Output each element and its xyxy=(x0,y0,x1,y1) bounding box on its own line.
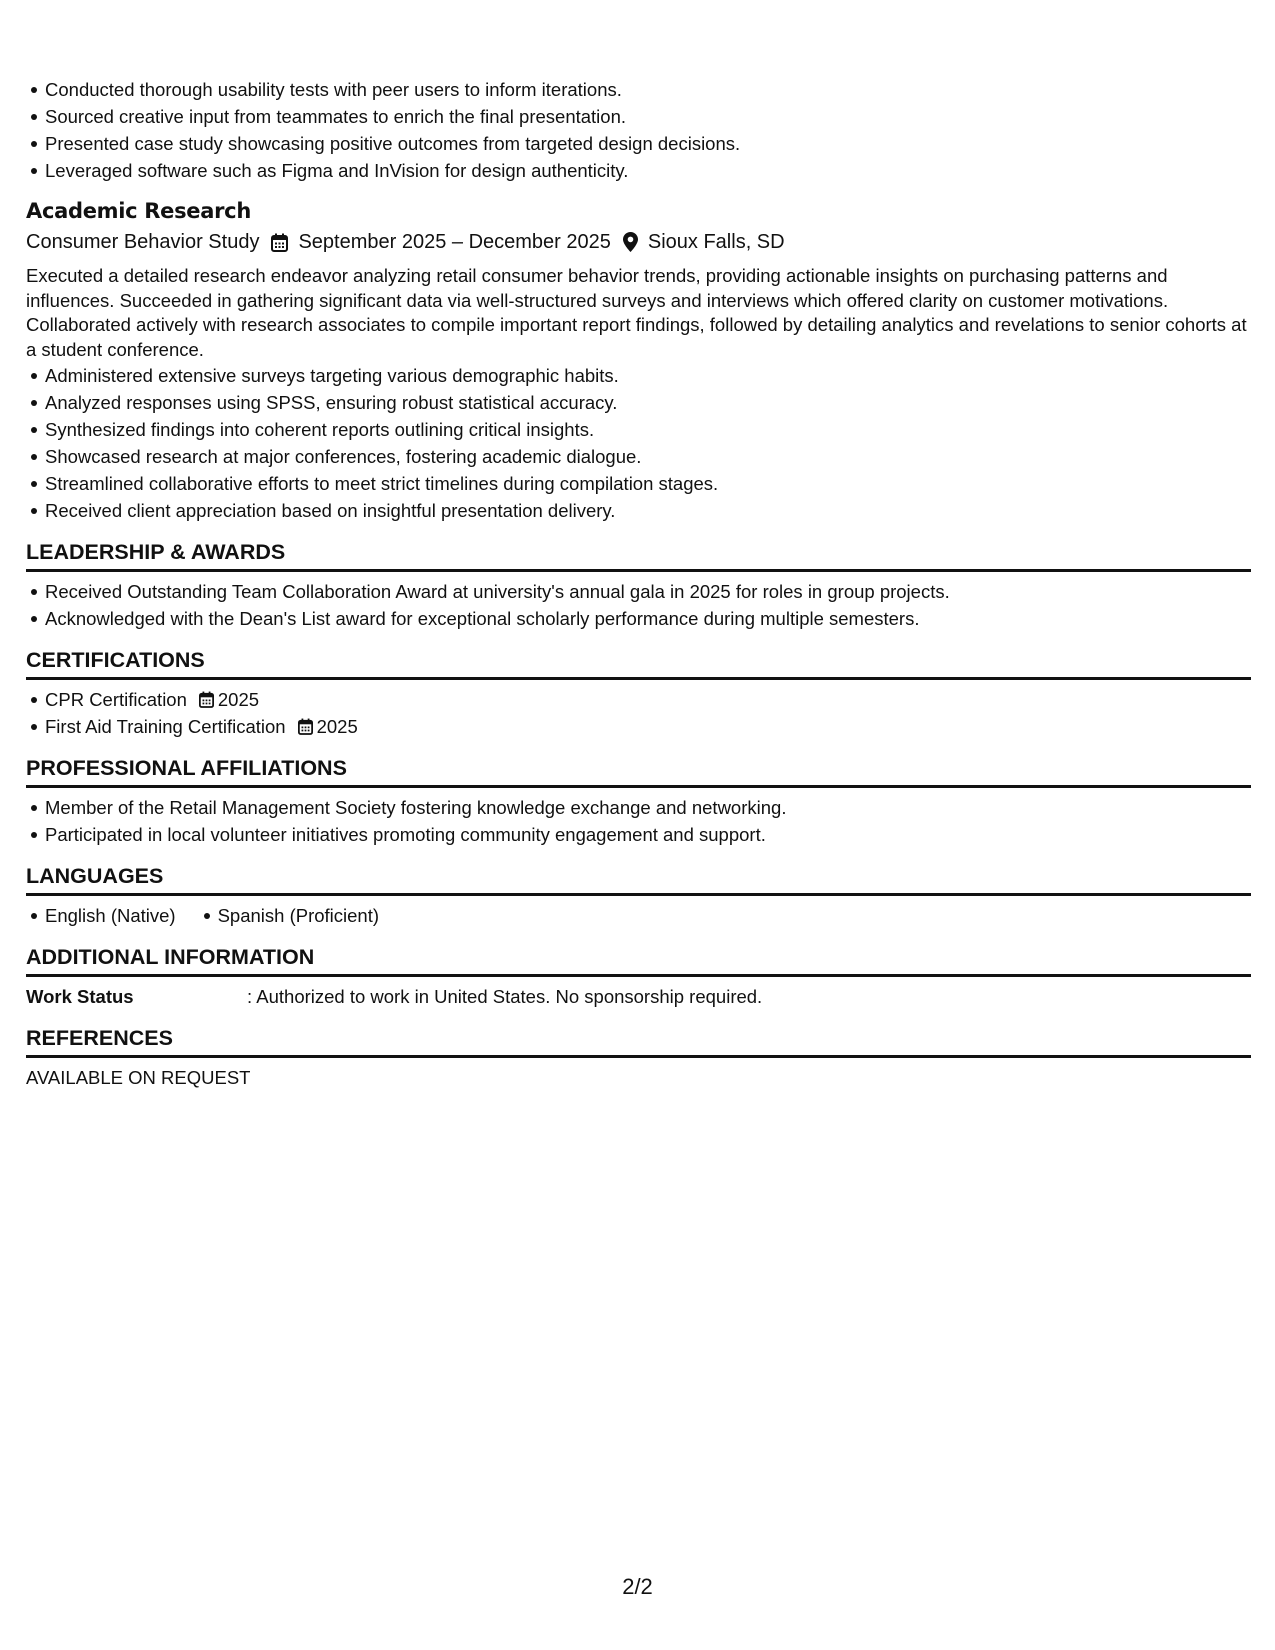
certifications-section xyxy=(26,646,1251,740)
project-bullet-list xyxy=(26,76,1251,184)
list-item: Conducted thorough usability tests with peer users to inform iterations. xyxy=(45,76,1251,103)
resume-page xyxy=(26,76,1251,1091)
date-range: September 2025 – December 2025 xyxy=(298,231,611,253)
language-item: Spanish (Proficient) xyxy=(218,902,379,929)
academic-description: Executed a detailed research endeavor analyzing retail consumer behavior trends, providing actionable insights on purchasing patterns and influences. Succeeded in gathering significant data via well-structured surveys and interviews which offered clarity on customer motivations. Collaborated actively with research associates to compile important report findings, followed by detailing analytics and revelations to senior cohorts at a student conference. xyxy=(26,265,1247,360)
academic-research-title: Academic Research xyxy=(26,199,251,223)
affiliations-list xyxy=(26,794,1251,848)
certification-name: CPR Certification xyxy=(45,689,187,710)
academic-bullet-list xyxy=(26,362,1251,524)
certification-year: 2025 xyxy=(316,716,358,737)
calendar-icon xyxy=(199,691,214,708)
list-item: Sourced creative input from teammates to enrich the final presentation. xyxy=(45,103,1251,130)
language-item: English (Native) xyxy=(45,902,176,929)
leadership-section xyxy=(26,538,1251,632)
languages-section xyxy=(26,862,1251,929)
list-item: Received client appreciation based on insightful presentation delivery. xyxy=(45,497,1251,524)
affiliations-section xyxy=(26,754,1251,848)
list-item: Presented case study showcasing positive outcomes from targeted design decisions. xyxy=(45,130,1251,157)
section-title: LEADERSHIP & AWARDS xyxy=(26,538,1251,572)
list-item: Received Outstanding Team Collaboration Award at university's annual gala in 2025 for roles in group projects. xyxy=(45,578,1251,605)
work-status-label: Work Status xyxy=(26,986,134,1007)
section-title: ADDITIONAL INFORMATION xyxy=(26,943,1251,977)
list-item: Member of the Retail Management Society fostering knowledge exchange and networking. xyxy=(45,794,1251,821)
list-item xyxy=(45,686,1251,713)
calendar-icon xyxy=(298,718,313,735)
page-number: 2/2 xyxy=(622,1574,653,1599)
project-name: Consumer Behavior Study xyxy=(26,231,260,253)
list-item: Streamlined collaborative efforts to meet strict timelines during compilation stages. xyxy=(45,470,1251,497)
section-title: CERTIFICATIONS xyxy=(26,646,1251,680)
map-pin-icon xyxy=(623,232,638,252)
list-item: Showcased research at major conferences, fostering academic dialogue. xyxy=(45,443,1251,470)
references-section xyxy=(26,1024,1251,1091)
list-item: Analyzed responses using SPSS, ensuring robust statistical accuracy. xyxy=(45,389,1251,416)
list-item: Participated in local volunteer initiatives promoting community engagement and support. xyxy=(45,821,1251,848)
certification-name: First Aid Training Certification xyxy=(45,716,286,737)
academic-research-meta xyxy=(26,227,1251,257)
languages-list xyxy=(26,902,1251,929)
certifications-list xyxy=(26,686,1251,740)
list-item: Leveraged software such as Figma and InVision for design authenticity. xyxy=(45,157,1251,184)
section-title: LANGUAGES xyxy=(26,862,1251,896)
calendar-icon xyxy=(271,233,288,252)
list-item xyxy=(45,713,1251,740)
references-text: AVAILABLE ON REQUEST xyxy=(26,1067,251,1088)
additional-info-section xyxy=(26,943,1251,1010)
list-item: Administered extensive surveys targeting various demographic habits. xyxy=(45,362,1251,389)
list-item: Synthesized findings into coherent reports outlining critical insights. xyxy=(45,416,1251,443)
certification-year: 2025 xyxy=(217,689,260,710)
list-item: Acknowledged with the Dean's List award for exceptional scholarly performance during multiple semesters. xyxy=(45,605,1251,632)
location: Sioux Falls, SD xyxy=(647,231,785,253)
section-title: PROFESSIONAL AFFILIATIONS xyxy=(26,754,1251,788)
section-title: REFERENCES xyxy=(26,1024,1251,1058)
leadership-list xyxy=(26,578,1251,632)
work-status-row xyxy=(26,983,1251,1010)
work-status-value: : Authorized to work in United States. No sponsorship required. xyxy=(247,986,763,1007)
